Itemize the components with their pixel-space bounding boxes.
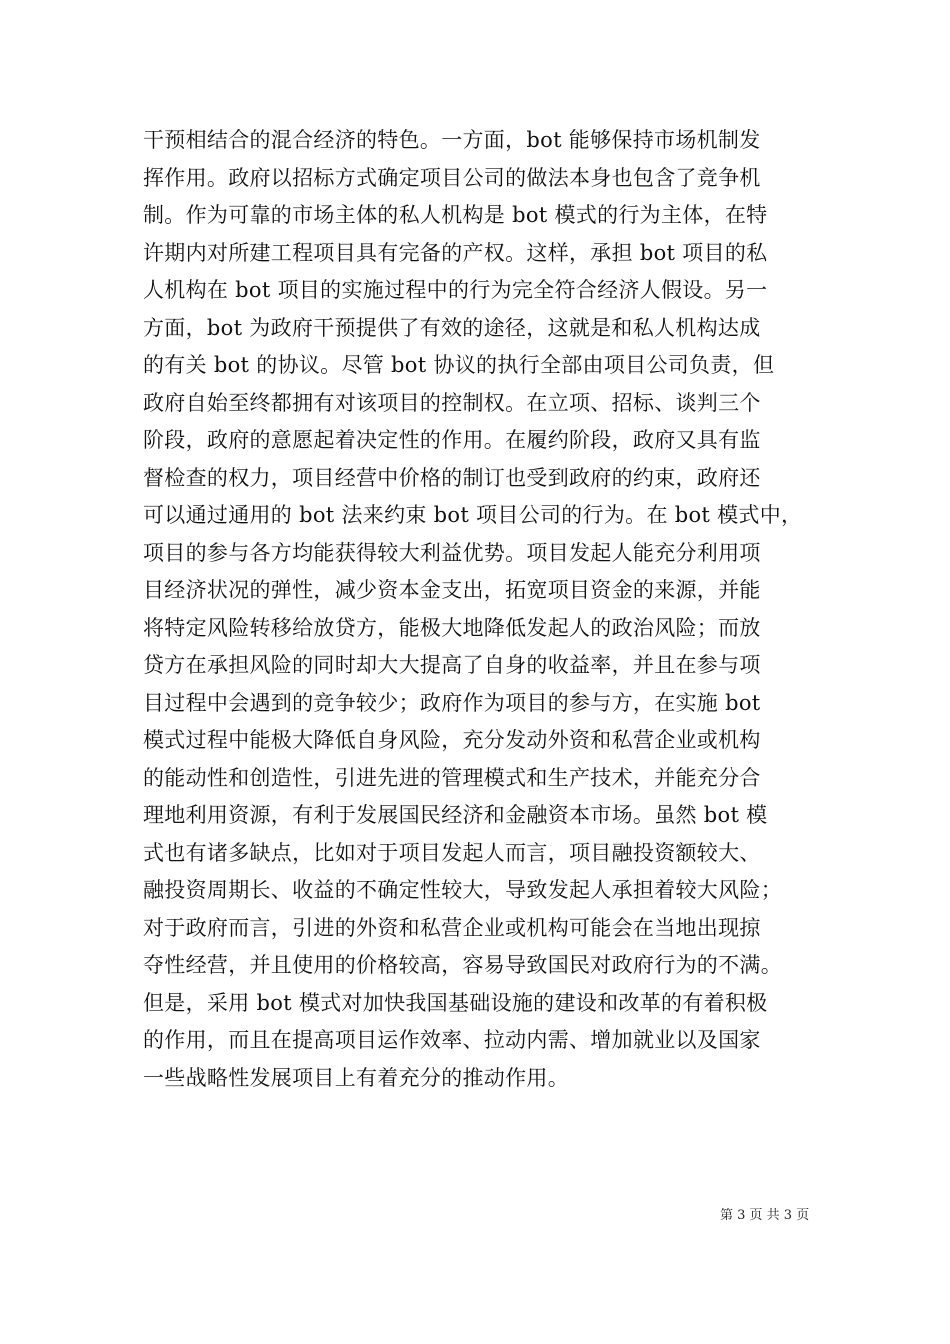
text-line: 的作用，而且在提高项目运作效率、拉动内需、增加就业以及国家: [143, 1028, 761, 1052]
text-line: 政府自始至终都拥有对该项目的控制权。在立项、招标、谈判三个: [143, 390, 761, 415]
text-line: 人机构在 bot 项目的实施过程中的行为完全符合经济人假设。另一: [143, 278, 768, 302]
body-paragraph: [143, 122, 823, 1097]
text-line: 贷方在承担风险的同时却大大提高了自身的收益率，并且在参与项: [143, 653, 761, 677]
text-line: 干预相结合的混合经济的特色。一方面，bot 能够保持市场机制发: [143, 128, 761, 152]
text-line: 夺性经营，并且使用的价格较高，容易导致国民对政府行为的不满。: [143, 953, 782, 977]
page-number-footer: 第 3 页 共 3 页: [720, 1208, 810, 1223]
text-line: 制。作为可靠的市场主体的私人机构是 bot 模式的行为主体，在特: [143, 203, 768, 227]
text-line: 阶段，政府的意愿起着决定性的作用。在履约阶段，政府又具有监: [143, 428, 761, 452]
text-line: 对于政府而言，引进的外资和私营企业或机构可能会在当地出现掠: [143, 915, 761, 940]
text-line: 许期内对所建工程项目具有完备的产权。这样，承担 bot 项目的私: [143, 240, 768, 265]
text-line: 的能动性和创造性，引进先进的管理模式和生产技术，并能充分合: [143, 765, 761, 790]
text-line: 督检查的权力，项目经营中价格的制订也受到政府的约束，政府还: [143, 465, 761, 490]
text-line: 目过程中会遇到的竞争较少；政府作为项目的参与方，在实施 bot: [143, 690, 761, 715]
text-line: 式也有诸多缺点，比如对于项目发起人而言，项目融投资额较大、: [143, 840, 761, 865]
text-line: 但是，采用 bot 模式对加快我国基础设施的建设和改革的有着积极: [143, 990, 768, 1015]
text-line: 一些战略性发展项目上有着充分的推动作用。: [143, 1065, 569, 1090]
text-line: 融投资周期长、收益的不确定性较大，导致发起人承担着较大风险；: [143, 878, 782, 902]
text-line: 方面，bot 为政府干预提供了有效的途径，这就是和私人机构达成: [143, 315, 761, 340]
text-line: 可以通过通用的 bot 法来约束 bot 项目公司的行为。在 bot 模式中，: [143, 503, 803, 527]
text-line: 挥作用。政府以招标方式确定项目公司的做法本身也包含了竞争机: [143, 165, 761, 190]
text-line: 模式过程中能极大降低自身风险，充分发动外资和私营企业或机构: [143, 728, 761, 752]
text-line: 项目的参与各方均能获得较大利益优势。项目发起人能充分利用项: [143, 540, 761, 565]
text-line: 理地利用资源，有利于发展国民经济和金融资本市场。虽然 bot 模: [143, 803, 768, 827]
text-line: 目经济状况的弹性，减少资本金支出，拓宽项目资金的来源，并能: [143, 578, 761, 602]
text-line: 的有关 bot 的协议。尽管 bot 协议的执行全部由项目公司负责，但: [143, 353, 775, 377]
text-line: 将特定风险转移给放贷方，能极大地降低发起人的政治风险；而放: [143, 615, 761, 640]
